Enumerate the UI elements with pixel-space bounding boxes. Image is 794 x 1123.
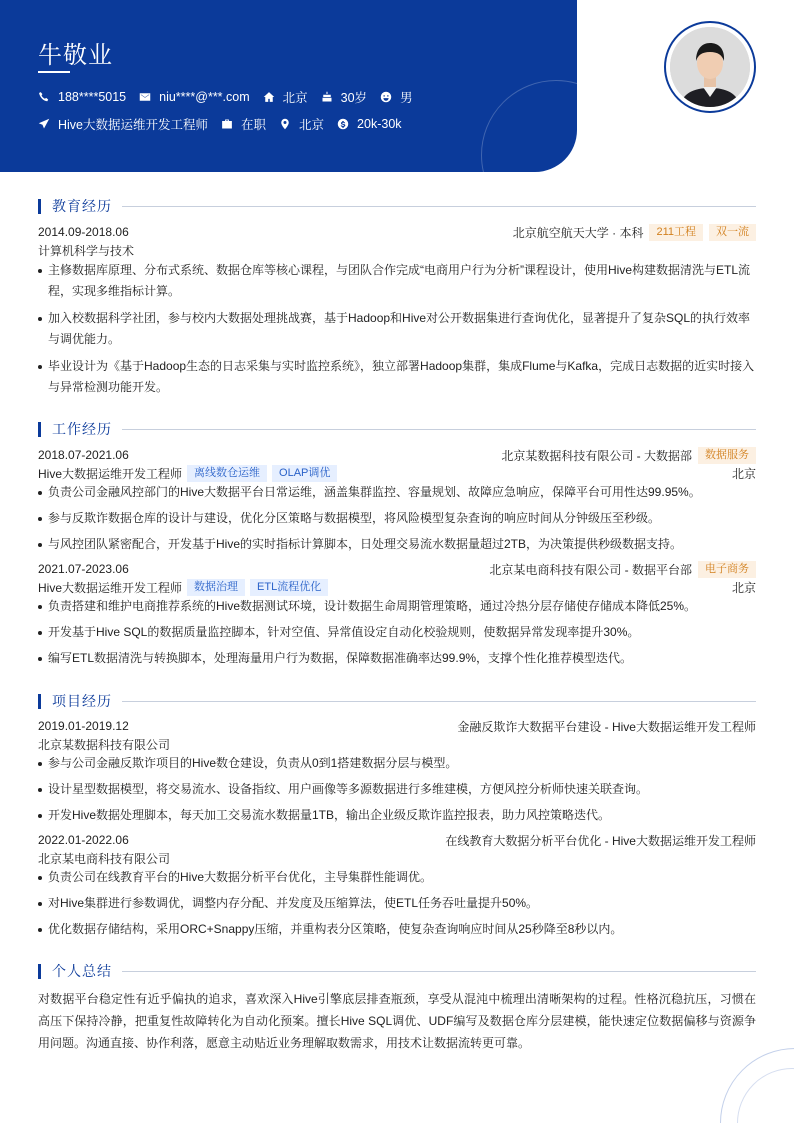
job-skill-tag: 数据治理 xyxy=(187,579,245,596)
section-projects-title xyxy=(38,691,756,711)
job-bullets xyxy=(38,596,756,669)
job-intent-row xyxy=(38,115,415,133)
job-skill-tag: ETL流程优化 xyxy=(250,579,328,596)
job-company: 北京某数据科技有限公司 - 大数据部 xyxy=(501,448,692,463)
avatar xyxy=(664,21,756,113)
list-item: 负责公司在线教育平台的Hive大数据分析平台优化，主导集群性能调优。 xyxy=(38,867,756,888)
section-title-text: 个人总结 xyxy=(52,963,112,979)
project-company-row xyxy=(38,735,756,753)
project-name: 金融反欺诈大数据平台建设 - Hive大数据运维开发工程师 xyxy=(457,719,756,734)
job-city: 北京 xyxy=(731,580,756,595)
list-item: 负责搭建和维护电商推荐系统的Hive数据测试环境，设计数据生命周期管理策略，通过冷热分层存储使存储成本降低25%。 xyxy=(38,596,756,617)
job-company-group xyxy=(489,561,756,578)
section-summary-title xyxy=(38,961,756,981)
resume-header xyxy=(0,0,577,172)
section-marker xyxy=(38,422,41,437)
briefcase-icon xyxy=(221,118,233,130)
section-marker xyxy=(38,199,41,214)
job-industry-tag: 电子商务 xyxy=(698,561,756,578)
job-industry-tag: 数据服务 xyxy=(698,447,756,464)
status-text: 在职 xyxy=(241,118,267,132)
phone-text: 188****5015 xyxy=(58,90,127,104)
job-position-row xyxy=(38,578,756,596)
target-position-item xyxy=(38,115,208,133)
section-marker xyxy=(38,694,41,709)
decorative-ring xyxy=(481,80,577,172)
job-company-group xyxy=(501,447,756,464)
list-item: 开发Hive数据处理脚本，每天加工交易流水数据量1TB，输出企业级反欺诈监控报表，助力风控策略迭代。 xyxy=(38,805,756,826)
target-position-text: Hive大数据运维开发工程师 xyxy=(58,118,209,132)
section-divider xyxy=(122,429,756,430)
location-pin-icon xyxy=(279,118,291,130)
education-tag: 211工程 xyxy=(649,224,703,241)
list-item: 负责公司金融风控部门的Hive大数据平台日常运维，涵盖集群监控、容量规划、故障应急响应，保障平台可用性达99.95%。 xyxy=(38,482,756,503)
project-entry-header xyxy=(38,717,756,735)
location-text: 北京 xyxy=(282,91,308,105)
contact-row xyxy=(38,88,426,106)
phone-item xyxy=(38,90,126,104)
job-position: Hive大数据运维开发工程师 xyxy=(38,580,183,595)
job-position: Hive大数据运维开发工程师 xyxy=(38,466,183,481)
job-date: 2018.07-2021.06 xyxy=(38,448,129,462)
gender-item xyxy=(380,88,413,106)
avatar-photo xyxy=(670,27,750,107)
job-skill-tag: OLAP调优 xyxy=(272,465,337,482)
job-entry-header xyxy=(38,560,756,578)
job-bullets xyxy=(38,482,756,555)
mail-icon xyxy=(139,91,151,103)
salary-text: 20k-30k xyxy=(357,117,402,131)
list-item: 编写ETL数据清洗与转换脚本，处理海量用户行为数据，保障数据准确率达99.9%，支撑个性化推荐模型迭代。 xyxy=(38,648,756,669)
job-position-group xyxy=(38,579,328,596)
project-name: 在线教育大数据分析平台优化 - Hive大数据运维开发工程师 xyxy=(445,833,756,848)
coin-icon xyxy=(337,118,349,130)
project-date: 2019.01-2019.12 xyxy=(38,719,129,733)
list-item: 开发基于Hive SQL的数据质量监控脚本，针对空值、异常值设定自动化校验规则，使数据异常发现率提升30%。 xyxy=(38,622,756,643)
list-item: 参与公司金融反欺诈项目的Hive数仓建设，负责从0到1搭建数据分层与模型。 xyxy=(38,753,756,774)
job-city: 北京 xyxy=(731,466,756,481)
section-divider xyxy=(122,971,756,972)
list-item: 加入校数据科学社团，参与校内大数据处理挑战赛，基于Hadoop和Hive对公开数据集进行查询优化，显著提升了复杂SQL的执行效率与调优能力。 xyxy=(38,308,756,350)
list-item: 优化数据存储结构，采用ORC+Snappy压缩，并重构表分区策略，使复杂查询响应时间从25秒降至8秒以内。 xyxy=(38,919,756,940)
education-date: 2014.09-2018.06 xyxy=(38,225,129,239)
smiley-icon xyxy=(380,91,392,103)
job-date: 2021.07-2023.06 xyxy=(38,562,129,576)
section-divider xyxy=(122,701,756,702)
age-text: 30岁 xyxy=(340,91,368,105)
project-entry-header xyxy=(38,831,756,849)
job-position-group xyxy=(38,465,337,482)
education-school: 北京航空航天大学 · 本科 xyxy=(512,225,644,240)
education-major-row xyxy=(38,241,756,259)
email-item xyxy=(139,90,250,104)
project-company: 北京某数据科技有限公司 xyxy=(38,737,171,752)
home-icon xyxy=(263,91,275,103)
candidate-name: 牛敬业 xyxy=(38,42,113,69)
phone-icon xyxy=(38,91,50,103)
section-marker xyxy=(38,964,41,979)
email-text: niu****@***.com xyxy=(159,90,250,104)
job-position-row xyxy=(38,464,756,482)
list-item: 毕业设计为《基于Hadoop生态的日志采集与实时监控系统》，独立部署Hadoop集群，集成Flume与Kafka，完成日志数据的近实时接入与异常检测功能开发。 xyxy=(38,356,756,398)
summary-text: 对数据平台稳定性有近乎偏执的追求，喜欢深入Hive引擎底层排查瓶颈，享受从混沌中梳理出清晰架构的过程。性格沉稳抗压，习惯在高压下保持冷静，把重复性故障转化为自动化预案。擅长Hive SQL调优、UDF编写及数据仓库分层建模，能快速定位数据偏移与资源争用问题。沟通直接、协作利落，愿意主动贴近业务理解取数需求，用技术让数据流转更可靠。 xyxy=(38,992,756,1050)
project-bullets xyxy=(38,753,756,826)
education-bullets xyxy=(38,260,756,398)
list-item: 参与反欺诈数据仓库的设计与建设，优化分区策略与数据模型，将风险模型复杂查询的响应时间从分钟级压至秒级。 xyxy=(38,508,756,529)
job-company: 北京某电商科技有限公司 - 数据平台部 xyxy=(489,562,692,577)
section-divider xyxy=(122,206,756,207)
list-item: 设计星型数据模型，将交易流水、设备指纹、用户画像等多源数据进行多维建模，方便风控分析师快速关联查询。 xyxy=(38,779,756,800)
section-work-title xyxy=(38,419,756,439)
education-tag: 双一流 xyxy=(709,224,756,241)
education-school-group xyxy=(513,224,756,241)
list-item: 与风控团队紧密配合，开发基于Hive的实时指标计算脚本，日处理交易流水数据量超过2TB，为决策提供秒级数据支持。 xyxy=(38,534,756,555)
salary-item xyxy=(337,117,401,131)
target-city-item xyxy=(279,115,324,133)
job-entry-header xyxy=(38,446,756,464)
education-entry-header xyxy=(38,223,756,241)
section-title-text: 项目经历 xyxy=(52,693,112,709)
name-underline xyxy=(38,71,70,73)
location-item xyxy=(263,88,308,106)
age-item xyxy=(321,88,367,106)
send-icon xyxy=(38,118,50,130)
job-skill-tag: 离线数仓运维 xyxy=(187,465,267,482)
project-company-row xyxy=(38,849,756,867)
project-company: 北京某电商科技有限公司 xyxy=(38,851,171,866)
status-item xyxy=(221,115,266,133)
list-item: 对Hive集群进行参数调优，调整内存分配、并发度及压缩算法，使ETL任务吞吐量提升50%。 xyxy=(38,893,756,914)
gender-text: 男 xyxy=(400,91,413,105)
list-item: 主修数据库原理、分布式系统、数据仓库等核心课程，与团队合作完成“电商用户行为分析”课程设计，使用Hive构建数据清洗与ETL流程，实现多维指标计算。 xyxy=(38,260,756,302)
section-education-title xyxy=(38,196,756,216)
target-city-text: 北京 xyxy=(299,118,325,132)
cake-icon xyxy=(321,91,333,103)
education-major: 计算机科学与技术 xyxy=(38,243,135,258)
section-title-text: 工作经历 xyxy=(52,421,112,437)
project-bullets xyxy=(38,867,756,940)
project-date: 2022.01-2022.06 xyxy=(38,833,129,847)
section-title-text: 教育经历 xyxy=(52,198,112,214)
